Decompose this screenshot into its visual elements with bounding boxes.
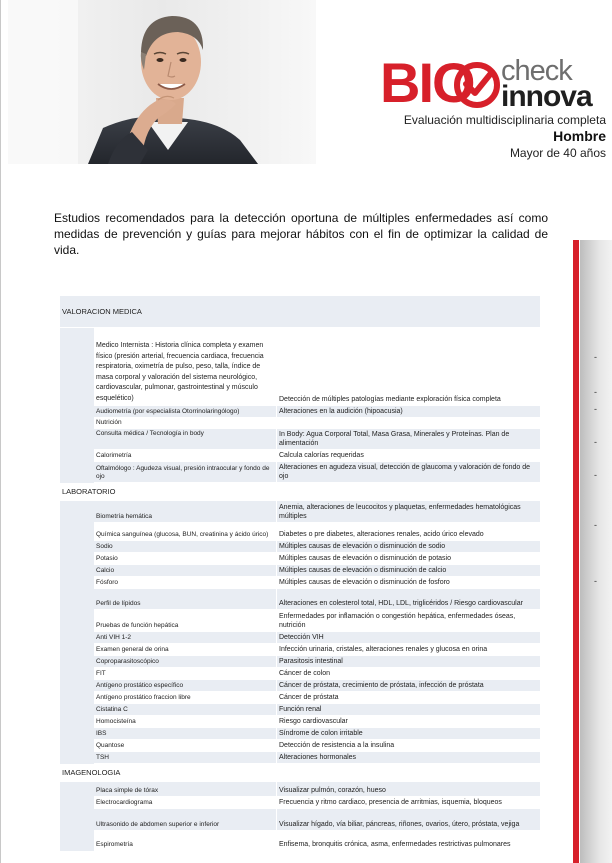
study-detail: Múltiples causas de elevación o disminución de fosforo [276,577,540,589]
study-detail: Cáncer de colon [276,668,540,680]
table-row [60,656,540,668]
study-name: Cistatina C [94,704,276,716]
study-name: Consulta médica / Tecnología in body [94,429,276,450]
study-detail: Síndrome de colon irritable [276,728,540,740]
study-name: Fósforo [94,577,276,589]
table-row [60,782,540,797]
side-grey-band [580,240,612,863]
study-detail: Cáncer de próstata, crecimiento de próstata, infección de próstata [276,680,540,692]
man-portrait-illustration [8,0,316,164]
target-age: Mayor de 40 años [509,146,606,160]
study-detail: Detección de múltiples patologías mediante exploración física completa [276,328,540,406]
table-row [60,632,540,644]
table-row [60,429,540,450]
study-detail: Visualizar pulmón, corazón, hueso [276,782,540,797]
table-row [60,680,540,692]
study-name: Antígeno prostático fraccion libre [94,692,276,704]
margin-dash: - [594,520,597,530]
study-name: FIT [94,668,276,680]
table-row [60,704,540,716]
study-detail: Detección de resistencia a la insulina [276,740,540,752]
study-name: Placa simple de tórax [94,782,276,797]
table-row [60,809,540,831]
table-row [60,328,540,406]
table-row [60,692,540,704]
study-name: Calcio [94,565,276,577]
study-detail: Alteraciones en colesterol total, HDL, LDL, triglicéridos / Riesgo cardiovascular [276,589,540,610]
table-row [60,728,540,740]
table-row [60,553,540,565]
document-subtitle: Evaluación multidisciplinaria completa [403,113,606,127]
study-name: Homocisteína [94,716,276,728]
study-detail: Parasitosis intestinal [276,656,540,668]
studies-table [60,296,540,851]
table-row [60,541,540,553]
biocheck-innova-logo [380,51,604,114]
table-row [60,740,540,752]
study-detail: Múltiples causas de elevación o disminución de sodio [276,541,540,553]
study-name: Nutrición [94,418,276,429]
table-row [60,523,540,541]
study-detail: Detección VIH [276,632,540,644]
study-detail: Función renal [276,704,540,716]
table-row [60,501,540,523]
study-detail: Alteraciones en la audición (hipoacusia) [276,406,540,418]
study-name: Oftalmólogo : Agudeza visual, presión intraocular y fondo de ojo [94,462,276,483]
section-header: VALORACION MEDICA [60,296,540,328]
table-row [60,565,540,577]
hero-photo [8,0,316,164]
study-name: Pruebas de función hepática [94,610,276,632]
logo-bio-text: BIO [380,51,474,114]
intro-paragraph: Estudios recomendados para la detección oportuna de múltiples enfermedades así como medidas de prevención y guías para mejorar hábitos con el fin de optimizar la calidad de vida. [54,211,548,257]
table-row [60,610,540,632]
study-name: Potasio [94,553,276,565]
study-detail: Infección urinaria, cristales, alteraciones renales y glucosa en orina [276,644,540,656]
table-row [60,716,540,728]
table-row [60,797,540,809]
study-detail: Enfermedades por inflamación o congestión hepática, enfermedades óseas, nutrición [276,610,540,632]
study-detail: Diabetes o pre diabetes, alteraciones renales, acido úrico elevado [276,523,540,541]
study-name: Biometría hemática [94,501,276,523]
study-detail: Frecuencia y ritmo cardiaco, presencia de arritmias, isquemia, bloqueos [276,797,540,809]
study-detail: Múltiples causas de elevación o disminución de calcio [276,565,540,577]
margin-dash: - [594,470,597,480]
table-row [60,668,540,680]
study-name: Calorimetría [94,450,276,462]
table-row [60,406,540,418]
study-name: Electrocardiograma [94,797,276,809]
study-detail: Visualizar hígado, vía biliar, páncreas, riñones, ovarios, útero, próstata, vejiga [276,809,540,831]
study-detail: Múltiples causas de elevación o disminución de potasio [276,553,540,565]
study-detail: Anemia, alteraciones de leucocitos y plaquetas, enfermedades hematológicas múltiples [276,501,540,523]
table-row [60,831,540,851]
study-detail: Enfisema, bronquitis crónica, asma, enfermedades restrictivas pulmonares [276,831,540,851]
logo-check-text: check [501,55,572,87]
study-detail: Alteraciones en agudeza visual, detección de glaucoma y valoración de fondo de ojo [276,462,540,483]
logo-innova-text: innova [501,80,592,113]
table-row [60,418,540,429]
study-name: Audiometría (por especialista Otorrinolaringólogo) [94,406,276,418]
margin-dash: - [594,387,597,397]
table-row [60,644,540,656]
study-name: Examen general de orina [94,644,276,656]
margin-dash: - [594,437,597,447]
study-name: Medico Internista : Historia clínica completa y examen físico (presión arterial, frecuencia cardiaca, frecuencia respiratoria, oximetría de pulso, peso, talla, índice de masa corporal y valoración del sistema neurológico, cardiovascular, pulmonar, gastrointestinal y músculo esquelético) [94,328,276,406]
study-name: Coproparasitoscópico [94,656,276,668]
table-row [60,752,540,764]
side-red-stripe [573,240,579,863]
target-gender: Hombre [553,128,606,144]
study-name: Química sanguínea (glucosa, BUN, creatinina y ácido úrico) [94,523,276,541]
study-detail: Calcula calorías requeridas [276,450,540,462]
margin-dash: - [594,352,597,362]
table-row [60,589,540,610]
study-name: Sodio [94,541,276,553]
study-name: IBS [94,728,276,740]
study-name: TSH [94,752,276,764]
section-header: IMAGENOLOGIA [60,764,540,782]
study-detail [276,418,540,429]
study-detail: Alteraciones hormonales [276,752,540,764]
margin-dash: - [594,404,597,414]
study-detail: Riesgo cardiovascular [276,716,540,728]
table-row [60,462,540,483]
study-name: Antígeno prostático específico [94,680,276,692]
study-name: Ultrasonido de abdomen superior e inferior [94,809,276,831]
table-row [60,450,540,462]
study-name: Anti VIH 1-2 [94,632,276,644]
section-header: LABORATORIO [60,483,540,501]
study-name: Espirometría [94,831,276,851]
table-row [60,577,540,589]
study-name: Quantose [94,740,276,752]
study-name: Perfil de lípidos [94,589,276,610]
study-detail: In Body: Agua Corporal Total, Masa Grasa, Minerales y Proteínas. Plan de alimentación [276,429,540,450]
study-detail: Cáncer de próstata [276,692,540,704]
margin-dash: - [594,576,597,586]
check-circle-icon [454,58,500,108]
